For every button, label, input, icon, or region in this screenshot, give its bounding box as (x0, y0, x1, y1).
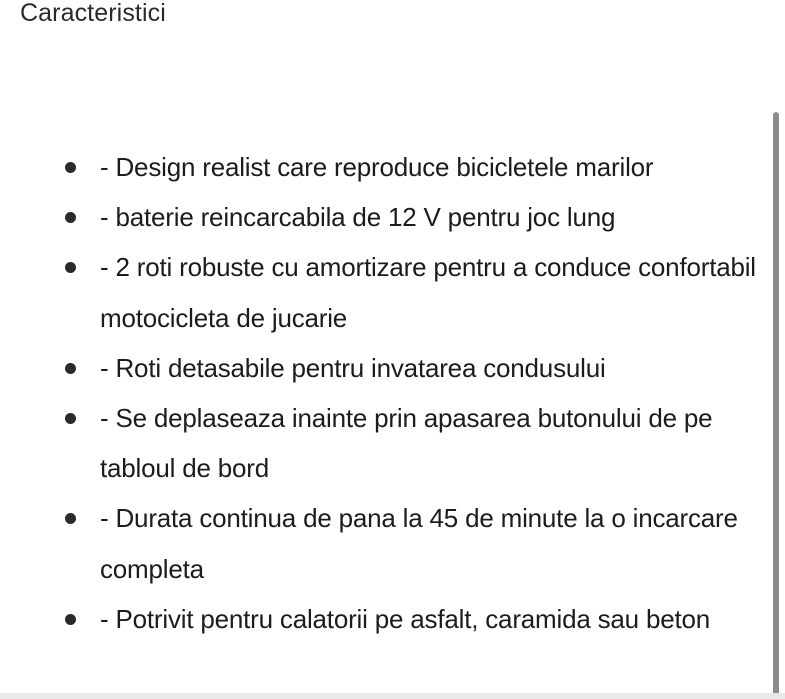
feature-text: - baterie reincarcabila de 12 V pentru joc lung (100, 202, 616, 233)
bullet-icon (65, 513, 76, 524)
features-list (0, 142, 770, 644)
feature-text: - Se deplaseaza inainte prin apasarea butonului de pe tabloul de bord (100, 403, 713, 484)
feature-text: - Roti detasabile pentru invatarea condusului (100, 352, 606, 383)
scrollbar-thumb[interactable] (773, 112, 779, 699)
bullet-icon (65, 162, 76, 173)
feature-item (0, 594, 770, 644)
bullet-icon (65, 262, 76, 273)
bullet-icon (65, 413, 76, 424)
bullet-icon (65, 363, 76, 374)
feature-item (0, 493, 770, 593)
feature-item (0, 343, 770, 393)
bullet-icon (65, 212, 76, 223)
section-title: Caracteristici (20, 0, 166, 27)
feature-text: - 2 roti robuste cu amortizare pentru a conduce confortabil motocicleta de jucarie (100, 252, 756, 333)
feature-text: - Design realist care reproduce bicicletele marilor (100, 152, 654, 182)
bullet-icon (65, 614, 76, 625)
feature-item (0, 192, 770, 242)
feature-item (0, 142, 770, 192)
feature-item (0, 242, 770, 342)
feature-text: - Durata continua de pana la 45 de minute la o incarcare completa (100, 503, 738, 584)
feature-text: - Potrivit pentru calatorii pe asfalt, caramida sau beton (100, 603, 711, 634)
feature-item (0, 393, 770, 493)
bottom-divider (0, 693, 785, 699)
